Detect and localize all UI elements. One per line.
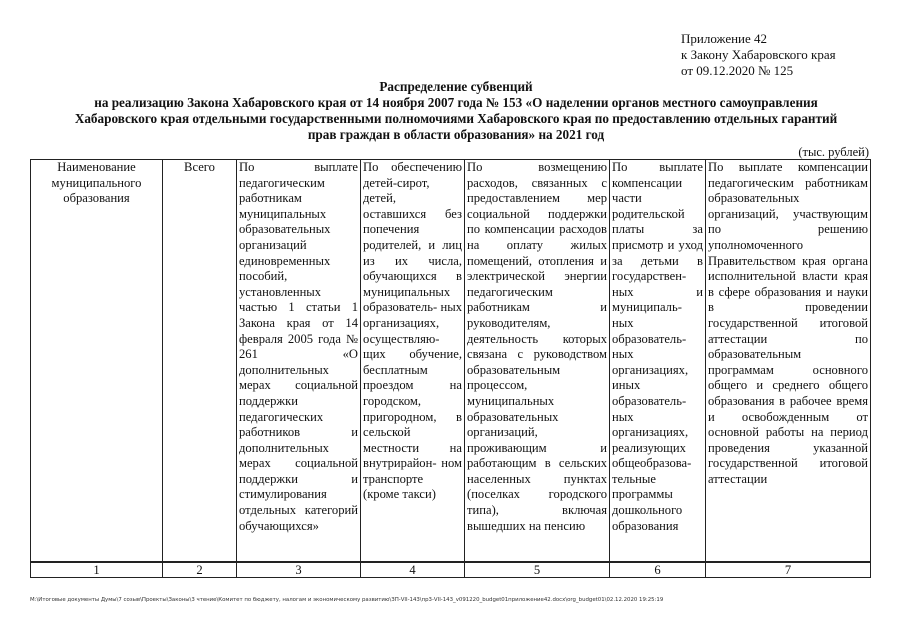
table-header-row [31, 160, 871, 563]
appendix-law: к Закону Хабаровского края [681, 47, 836, 62]
title-line-3: Хабаровского края отдельными государственными полномочиями Хабаровского края по предоставлению отдельных гарантий [74, 111, 838, 126]
header-total: Всего [163, 160, 237, 563]
file-path-footer: M:\Итоговые документы Думы\7 созыв\Проекты\Законы\3 чтение\Комитет по бюджету, налогам и экономическому развитию\ЗП-VII-143\пр3-VII-143_v091220_budget01приложение42.docx\org_budget01\02.12.2020 19:25:19 [30, 597, 664, 603]
column-number: 4 [361, 562, 465, 578]
appendix-date: от 09.12.2020 № 125 [681, 63, 794, 78]
column-number: 5 [465, 562, 610, 578]
header-housing-compensation: По возмещению расходов, связанных с предоставлением мер социальной поддержки по компенсации расходов на оплату жилых помещений, отопления и электрической энергии педагогическим работникам и руководителям, деятельность которых связана с руководством образовательным процессом, муниципальных образовательных организаций, проживающим и работающим в сельских населенных пунктах (поселках городского типа), включая вышедших на пенсию [465, 160, 610, 563]
header-parental-fee-compensation: По выплате компенсации части родительской платы за присмотр и уход за детьми в государствен- ных и муниципаль- ных образователь- ных организациях, иных образователь- ных организациях, реализующих общеобразова- тельные программы дошкольного образования [610, 160, 706, 563]
units-label: (тыс. рублей) [798, 145, 869, 159]
header-lump-sum-allowances: По выплате педагогическим работникам муниципальных образовательных организаций единовременных пособий, установленных частью 1 статьи 1 Закона края от 14 февраля 2005 года № 261 «О дополнительных мерах социальной поддержки педагогических работников и дополнительных мерах социальной поддержки и стимулирования отдельных категорий обучающихся» [237, 160, 361, 563]
appendix-number: Приложение 42 [681, 31, 768, 46]
column-number: 1 [31, 562, 163, 578]
header-attestation-compensation: По выплате компенсации педагогическим работникам образовательных организаций, участвующим по решению уполномоченного Правительством края органа исполнительной власти края в сфере образования и науки в проведении государственной итоговой аттестации по образовательным программам основного общего и среднего общего образования в рабочее время и освобожденным от основной работы на период проведения указанной государственной итоговой аттестации [706, 160, 871, 563]
title-line-4: прав граждан в области образования» на 2021 год [307, 127, 605, 142]
header-municipality: Наименование муниципального образования [31, 160, 163, 563]
table-column-numbers-row [31, 562, 871, 578]
document-title [20, 79, 892, 143]
title-line-2: на реализацию Закона Хабаровского края от 14 ноября 2007 года № 153 «О наделении органов местного самоуправления [94, 95, 818, 110]
header-orphans-transport: По обеспечению детей-сирот, детей, оставшихся без попечения родителей, и лиц из их числа, обучающихся в муниципальных образователь- ных организациях, осуществляю- щих обучение, бесплатным проездом на городском, пригородном, в сельской местности на внутрирайон- ном транспорте (кроме такси) [361, 160, 465, 563]
appendix-reference [681, 31, 836, 79]
column-number: 2 [163, 562, 237, 578]
column-number: 3 [237, 562, 361, 578]
column-number: 6 [610, 562, 706, 578]
title-line-1: Распределение субвенций [379, 79, 533, 94]
column-number: 7 [706, 562, 871, 578]
subvention-table [30, 159, 871, 578]
